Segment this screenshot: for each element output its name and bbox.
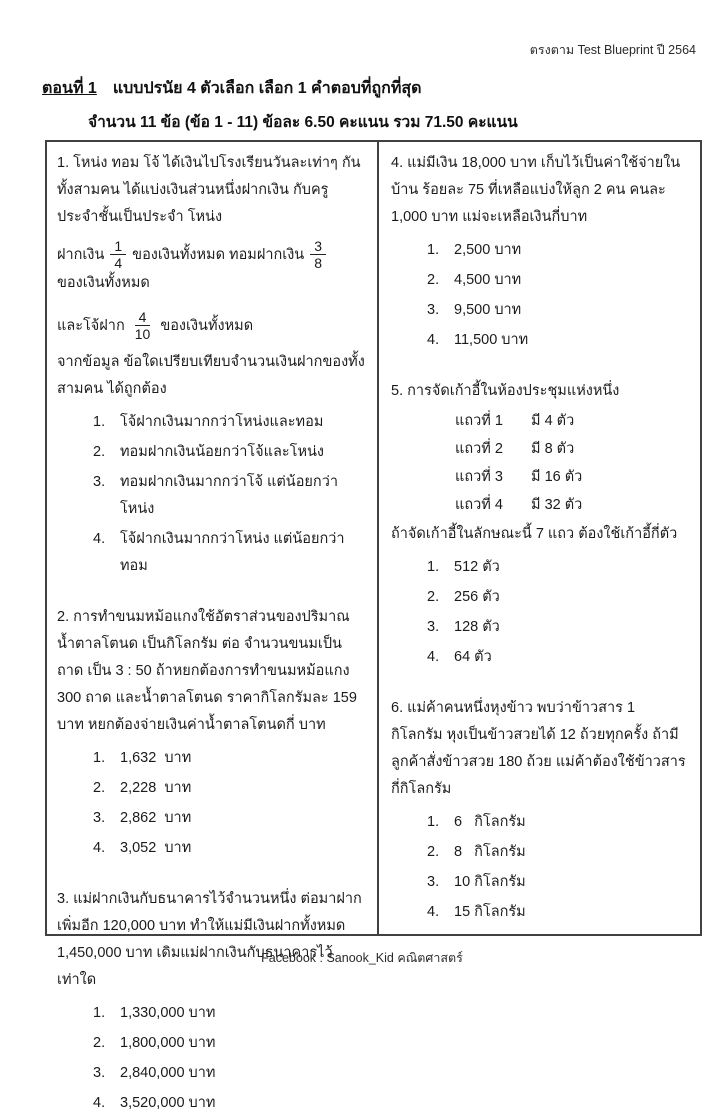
choice-option: 4. 3,052 บาท [93,840,192,857]
choice-option: 2. 2,228 บาท [93,780,192,797]
choice-option: 4. โจ้ฝากเงินมากกว่าโหน่ง แต่น้อยกว่าทอม [93,531,345,575]
choice-option: 2. 4,500 บาท [427,272,522,288]
question-1-intro: 1. โหน่ง ทอม โจ้ ได้เงินไปโรงเรียนวันละเท่าๆ กัน ทั้งสามคน ได้แบ่งเงินส่วนหนึ่งฝากเงิน กับครูประจำชั้นเป็นประจำ โหน่ง [57,155,361,225]
choice-option: 3. 128 ตัว [427,619,500,635]
question-5-data-rows [455,407,690,519]
choice-option: 3. 10 กิโลกรัม [427,874,526,890]
chair-row: แถวที่ 3 มี 16 ตัว [455,469,583,485]
choice-option: 2. 8 กิโลกรัม [427,844,526,860]
text-fragment: ของเงินทั้งหมด ทอมฝากเงิน [132,246,305,263]
text-fragment: ฝากเงิน [57,246,105,263]
question-3-text: 3. แม่ฝากเงินกับธนาคารไว้จำนวนหนึ่ง ต่อมาฝากเพิ่มอีก 120,000 บาท ทำให้แม่มีเงินฝากทั้งหมด 1,450,000 บาท เดิมแม่ฝากเงินกับธนาคารไว้เท่าใด [57,891,362,989]
fraction-three-eighths: $\frac{3}{8}$ [310,238,326,271]
section-heading [42,76,422,101]
choice-option: 4. 3,520,000 บาท [93,1095,216,1112]
chair-row: แถวที่ 1 มี 4 ตัว [455,413,575,429]
question-2 [57,604,367,862]
choice-option: 1. 6 กิโลกรัม [427,814,526,830]
section-title: แบบปรนัย 4 ตัวเลือก เลือก 1 คำตอบที่ถูกที่สุด [112,80,422,97]
choice-option: 4. 64 ตัว [427,649,492,665]
choice-option: 3. 9,500 บาท [427,302,522,318]
question-2-choices [93,745,367,862]
question-5-choices [427,554,690,671]
choice-option: 3. 2,862 บาท [93,810,192,827]
blueprint-note: ตรงตาม Test Blueprint ปี 2564 [529,43,696,57]
question-5 [391,378,690,671]
text-fragment: และโจ้ฝาก [57,317,125,334]
choice-option: 3. 2,840,000 บาท [93,1065,216,1082]
question-1 [57,150,367,580]
section-subtitle: จำนวน 11 ข้อ (ข้อ 1 - 11) ข้อละ 6.50 คะแนน รวม 71.50 คะแนน [88,114,518,131]
question-6-choices [427,809,690,926]
question-3 [57,886,367,1117]
question-1-choices [93,409,367,580]
question-4-text: 4. แม่มีเงิน 18,000 บาท เก็บไว้เป็นค่าใช้จ่ายในบ้าน ร้อยละ 75 ที่เหลือแบ่งให้ลูก 2 คน คนละ 1,000 บาท แม่จะเหลือเงินกี่บาท [391,155,681,225]
section-label: ตอนที่ 1 [42,80,97,97]
question-5-prompt: ถ้าจัดเก้าอี้ในลักษณะนี้ 7 แถว ต้องใช้เก้าอี้กี่ตัว [391,526,678,542]
question-3-choices [93,1000,367,1117]
question-1-prompt: จากข้อมูล ข้อใดเปรียบเทียบจำนวนเงินฝากของทั้งสามคน ได้ถูกต้อง [57,354,365,398]
question-5-intro: 5. การจัดเก้าอี้ในห้องประชุมแห่งหนึ่ง [391,383,620,399]
choice-option: 4. 11,500 บาท [427,332,529,348]
question-4-choices [427,237,690,354]
choice-option: 1. 1,632 บาท [93,750,192,767]
question-6-text: 6. แม่ค้าคนหนึ่งหุงข้าว พบว่าข้าวสาร 1 กิโลกรัม หุงเป็นข้าวสวยได้ 12 ถ้วยทุกครั้ง ถ้ามีลูกค้าสั่งข้าวสวย 180 ถ้วย แม่ค้าต้องใช้ข้าวสารกี่กิโลกรัม [391,700,686,797]
choice-option: 1. 1,330,000 บาท [93,1005,216,1022]
text-fragment: ของเงินทั้งหมด [57,275,150,292]
choice-option: 1. โจ้ฝากเงินมากกว่าโหน่งและทอม [93,414,324,431]
choice-option: 2. 256 ตัว [427,589,500,605]
text-fragment: ของเงินทั้งหมด [160,317,254,334]
choice-option: 3. ทอมฝากเงินมากกว่าโจ้ แต่น้อยกว่าโหน่ง [93,474,338,518]
choice-option: 2. ทอมฝากเงินน้อยกว่าโจ้และโหน่ง [93,444,325,461]
chair-row: แถวที่ 4 มี 32 ตัว [455,497,583,513]
choice-option: 1. 512 ตัว [427,559,500,575]
question-6 [391,695,690,926]
choice-option: 1. 2,500 บาท [427,242,522,258]
chair-row: แถวที่ 2 มี 8 ตัว [455,441,575,457]
question-1-fraction-line-1 [57,231,367,302]
choice-option: 4. 15 กิโลกรัม [427,904,526,920]
facebook-credit: Facebook : Sanook_Kid คณิตศาสตร์ [261,951,463,965]
question-4 [391,150,690,354]
choice-option: 2. 1,800,000 บาท [93,1035,216,1052]
fraction-one-fourth: $\frac{1}{4}$ [110,238,126,271]
question-2-text: 2. การทำขนมหม้อแกงใช้อัตราส่วนของปริมาณน้ำตาลโตนด เป็นกิโลกรัม ต่อ จำนวนขนมเป็นถาด เป็น 3 : 50 ถ้าหยกต้องการทำขนมหม้อแกง 300 ถาด และน้ำตาลโตนด ราคากิโลกรัมละ 159 บาท หยกต้องจ่ายเงินค่าน้ำตาลโตนดกี่ บาท [57,609,357,734]
question-1-fraction-line-2 [57,302,367,349]
right-column [377,142,700,934]
fraction-four-tenths: $\frac{4}{10}$ [134,309,151,343]
